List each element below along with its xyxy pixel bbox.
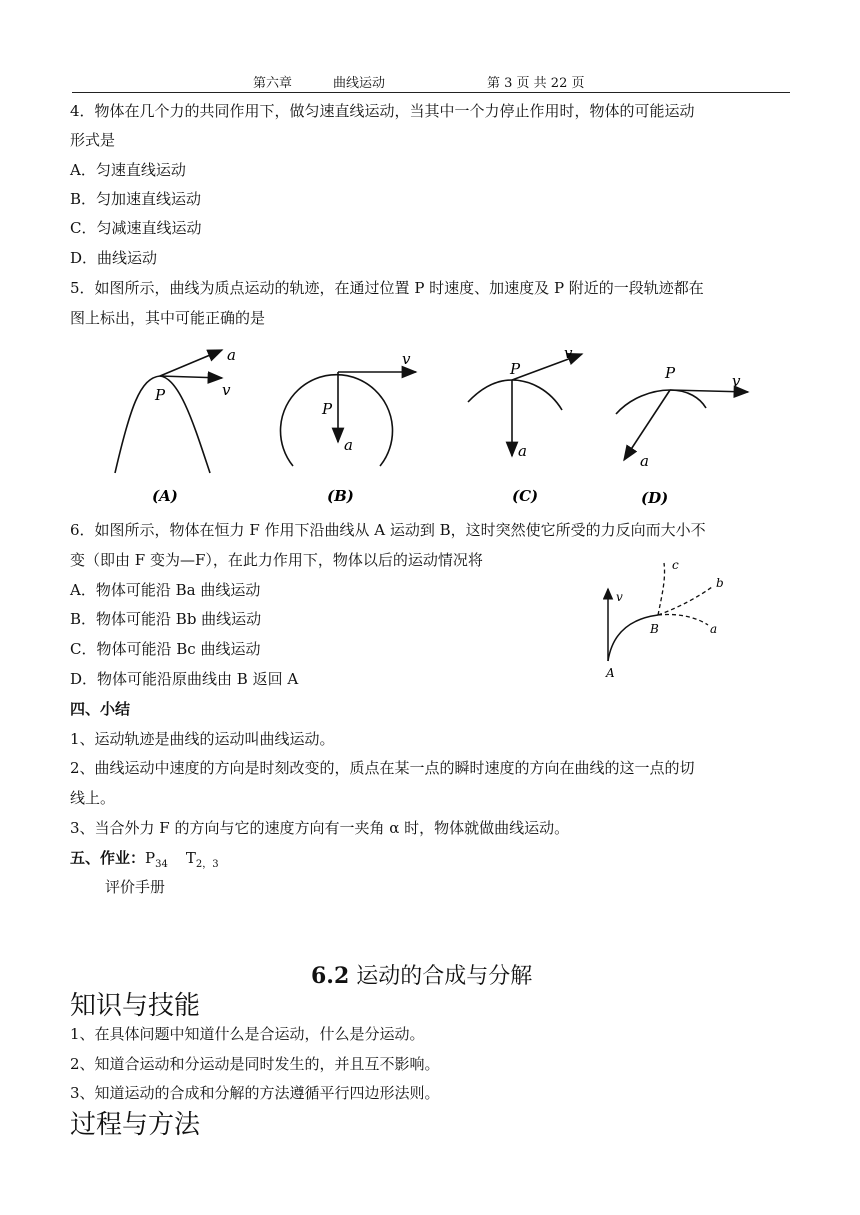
section-title-num: 6.2 — [311, 963, 350, 989]
knowledge-item-3: 3、知道运动的合成和分解的方法遵循平行四边形法则。 — [70, 1084, 440, 1102]
q6-label-b-point: B — [650, 622, 659, 636]
q4-option-a: A．匀速直线运动 — [70, 161, 186, 179]
q5-figure-c — [468, 344, 582, 505]
q5-d-label-v: v — [732, 372, 741, 390]
q6-stem-line1: 6．如图所示，物体在恒力 F 作用下沿曲线从 A 运动到 B，这时突然使它所受的力反向而大小不 — [70, 521, 706, 539]
q5-a-label-v: v — [222, 381, 231, 399]
knowledge-item-2: 2、知道合运动和分运动是同时发生的，并且互不影响。 — [70, 1055, 440, 1073]
q5-figure-d — [616, 364, 748, 507]
q5-stem-line1: 5．如图所示，曲线为质点运动的轨迹，在通过位置 P 时速度、加速度及 P 附近的一段轨迹都在 — [70, 279, 704, 297]
header-page-info: 第 3 页 共 22 页 — [487, 76, 585, 91]
q5-c-label-v: v — [564, 344, 573, 362]
q6-option-d: D．物体可能沿原曲线由 B 返回 A — [70, 670, 299, 688]
q5-figure-b — [281, 350, 417, 505]
q4-option-b: B．匀加速直线运动 — [70, 190, 202, 208]
q4-option-d: D．曲线运动 — [70, 249, 158, 267]
q6-stem-line2: 变（即由 F 变为—F），在此力作用下，物体以后的运动情况将 — [70, 551, 483, 569]
q5-b-label-p: P — [322, 400, 333, 418]
q6-option-a: A．物体可能沿 Ba 曲线运动 — [70, 581, 261, 599]
homework-p-sub: 34 — [155, 859, 168, 870]
q5-b-label-a: a — [344, 436, 353, 454]
homework-line — [70, 848, 219, 875]
q5-d-caption: (D) — [641, 489, 669, 507]
homework-heading: 五、作业： — [70, 849, 146, 867]
q5-a-label-p: P — [155, 386, 166, 404]
q5-c-label-a: a — [518, 442, 527, 460]
q6-figure — [600, 555, 740, 685]
header-chapter: 第六章 — [253, 76, 293, 91]
q6-label-a-curve: a — [710, 622, 718, 636]
q5-stem-line2: 图上标出，其中可能正确的是 — [70, 309, 266, 327]
q5-figure-a — [115, 346, 236, 505]
summary-item-2-cont: 线上。 — [70, 789, 116, 807]
header-rule — [72, 92, 790, 93]
q5-a-label-a: a — [227, 346, 236, 364]
q4-option-c: C．匀减速直线运动 — [70, 219, 202, 237]
q5-figure — [100, 338, 780, 513]
q6-label-a-point: A — [606, 666, 615, 680]
summary-item-1: 1、运动轨迹是曲线的运动叫曲线运动。 — [70, 730, 335, 748]
homework-t: T — [185, 849, 196, 867]
knowledge-item-1: 1、在具体问题中知道什么是合运动，什么是分运动。 — [70, 1025, 425, 1043]
q4-stem-line1: 4．物体在几个力的共同作用下，做匀速直线运动，当其中一个力停止作用时，物体的可能运动 — [70, 102, 695, 120]
process-heading: 过程与方法 — [70, 1110, 201, 1140]
q5-b-caption: (B) — [327, 487, 354, 505]
section-title-text: 运动的合成与分解 — [349, 964, 533, 989]
section-title — [311, 959, 532, 990]
q5-d-label-a: a — [640, 452, 649, 470]
summary-heading: 四、小结 — [70, 700, 131, 718]
q5-c-label-p: P — [510, 360, 521, 378]
header-chapter-title: 曲线运动 — [333, 76, 386, 91]
q6-label-v: v — [616, 590, 623, 604]
summary-item-3: 3、当合外力 F 的方向与它的速度方向有一夹角 α 时，物体就做曲线运动。 — [70, 819, 570, 837]
q5-d-label-p: P — [665, 364, 676, 382]
q5-a-caption: (A) — [152, 487, 178, 505]
knowledge-heading: 知识与技能 — [70, 991, 201, 1021]
q4-stem-line2: 形式是 — [70, 131, 116, 149]
q5-c-caption: (C) — [512, 487, 539, 505]
q5-b-label-v: v — [402, 350, 411, 368]
homework-extra: 评价手册 — [105, 878, 166, 896]
q6-label-c-curve: c — [672, 558, 679, 572]
homework-p: P — [145, 849, 156, 867]
homework-t-sub: 2，3 — [195, 859, 219, 870]
summary-item-2: 2、曲线运动中速度的方向是时刻改变的，质点在某一点的瞬时速度的方向在曲线的这一点的切 — [70, 759, 695, 777]
q6-label-b-curve: b — [716, 576, 724, 590]
q6-option-b: B．物体可能沿 Bb 曲线运动 — [70, 610, 262, 628]
q6-option-c: C．物体可能沿 Bc 曲线运动 — [70, 640, 261, 658]
